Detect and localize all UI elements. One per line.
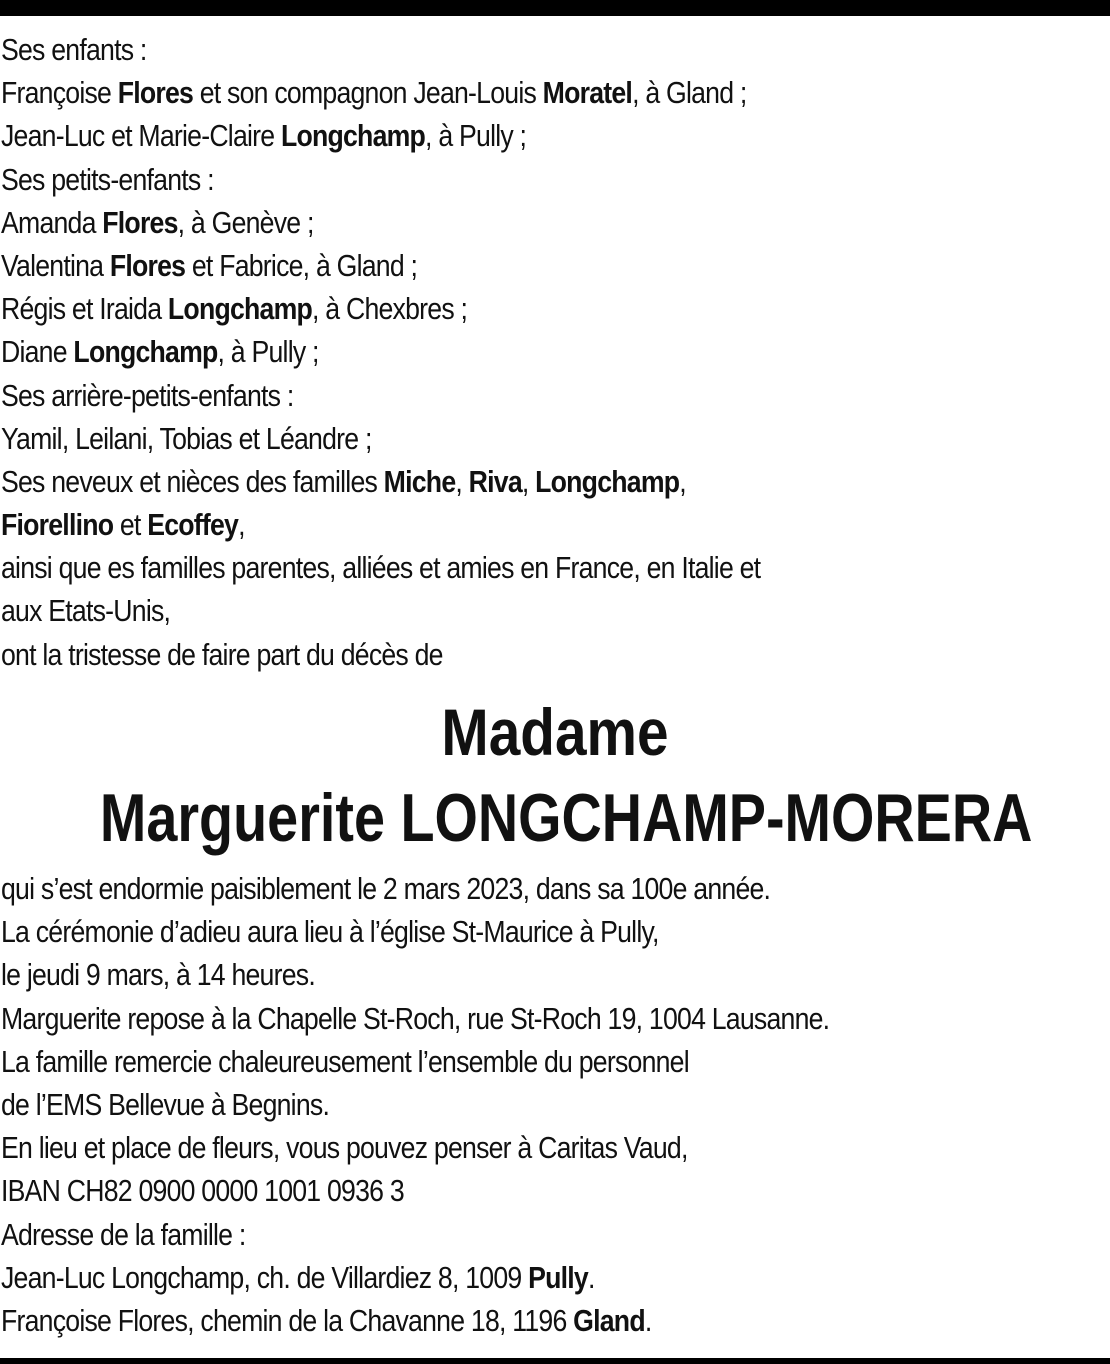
text-run: Régis et Iraida — [1, 291, 168, 327]
text-run: de l’EMS Bellevue à Begnins. — [1, 1086, 330, 1122]
text-line — [1, 633, 947, 676]
text-run: et — [113, 507, 148, 543]
bottom-border-rule — [0, 1358, 1110, 1364]
text-run: Ses petits-enfants : — [1, 161, 214, 197]
bold-name: Moratel — [542, 75, 633, 111]
deceased-name-heading: Marguerite LONGCHAMP-MORERA — [99, 780, 1033, 856]
bold-name: Longchamp — [73, 334, 218, 370]
text-run: Diane — [1, 334, 74, 370]
text-run: Françoise — [1, 75, 118, 111]
text-run: Ses arrière-petits-enfants : — [1, 377, 294, 413]
text-run: , — [238, 507, 245, 543]
text-run: Jean-Luc Longchamp, ch. de Villardiez 8, 1009 — [1, 1259, 529, 1295]
text-line — [1, 417, 947, 460]
text-line — [1, 71, 947, 114]
text-run: , à Genève ; — [177, 204, 314, 240]
text-line — [1, 503, 947, 546]
text-run: ainsi que es familles parentes, alliées et amies en France, en Italie et — [1, 550, 761, 586]
text-line — [1, 1256, 947, 1299]
text-line — [1, 460, 947, 503]
text-line — [1, 1169, 947, 1212]
text-run: En lieu et place de fleurs, vous pouvez penser à Caritas Vaud, — [1, 1130, 688, 1166]
text-run: . — [644, 1302, 652, 1338]
honorific-heading: Madame — [441, 695, 669, 769]
text-run: . — [587, 1259, 595, 1295]
text-run: Françoise Flores, chemin de la Chavanne 18, 1196 — [1, 1302, 574, 1338]
text-run: Valentina — [1, 247, 110, 283]
text-line — [1, 158, 947, 201]
text-line — [1, 589, 947, 632]
bold-name: Longchamp — [535, 463, 680, 499]
text-run: ont la tristesse de faire part du décès de — [1, 636, 443, 672]
text-run: Adresse de la famille : — [1, 1216, 246, 1252]
text-run: , — [521, 463, 536, 499]
text-line — [1, 28, 947, 71]
bold-name: Longchamp — [167, 291, 313, 327]
text-run: et Fabrice, à Gland ; — [185, 247, 418, 283]
top-border-rule — [0, 0, 1110, 16]
text-line — [1, 287, 947, 330]
text-line — [1, 244, 947, 287]
text-run: Ses neveux et nièces des familles — [1, 463, 384, 499]
text-run: La cérémonie d’adieu aura lieu à l’église St-Maurice à Pully, — [1, 914, 659, 950]
bold-name: Pully — [528, 1259, 588, 1295]
bold-name: Longchamp — [280, 118, 426, 154]
bold-name: Gland — [573, 1302, 645, 1338]
ceremony-details — [1, 867, 1101, 1342]
text-line — [1, 114, 947, 157]
bold-name: Miche — [383, 463, 456, 499]
text-run: Marguerite repose à la Chapelle St-Roch, rue St-Roch 19, 1004 Lausanne. — [1, 1000, 830, 1036]
text-line — [1, 546, 947, 589]
bold-name: Flores — [117, 75, 194, 111]
text-run: , à Chexbres ; — [312, 291, 468, 327]
text-run: , — [455, 463, 469, 499]
text-line — [1, 910, 947, 953]
bold-name: Ecoffey — [147, 507, 239, 543]
bold-name: Riva — [468, 463, 522, 499]
text-run: Ses enfants : — [1, 32, 147, 67]
bold-name: Flores — [102, 204, 178, 240]
text-line — [1, 1126, 947, 1169]
bold-name: Fiorellino — [1, 507, 114, 543]
text-line — [1, 1299, 947, 1342]
text-line — [1, 1040, 947, 1083]
text-run: , à Pully ; — [217, 334, 319, 370]
text-line — [1, 953, 947, 996]
text-run: qui s’est endormie paisiblement le 2 mars 2023, dans sa 100e année. — [1, 871, 771, 906]
text-run: , — [679, 463, 686, 499]
text-run: le jeudi 9 mars, à 14 heures. — [1, 957, 315, 993]
text-line — [1, 867, 947, 910]
text-run: aux Etats-Unis, — [1, 593, 171, 629]
text-line — [1, 374, 947, 417]
text-run: IBAN CH82 0900 0000 1001 0936 3 — [1, 1173, 404, 1209]
text-run: et son compagnon Jean-Louis — [193, 75, 543, 111]
family-mourners-list — [1, 28, 1101, 676]
text-run: La famille remercie chaleureusement l’ensemble du personnel — [1, 1043, 689, 1079]
text-run: Jean-Luc et Marie-Claire — [1, 118, 281, 154]
text-line — [1, 330, 947, 373]
text-line — [1, 1083, 947, 1126]
text-run: Amanda — [1, 204, 103, 240]
text-run: , à Gland ; — [632, 75, 747, 111]
text-line — [1, 201, 947, 244]
text-line — [1, 1213, 947, 1256]
text-run: , à Pully ; — [425, 118, 527, 154]
bold-name: Flores — [109, 247, 186, 283]
text-line — [1, 997, 947, 1040]
text-run: Yamil, Leilani, Tobias et Léandre ; — [1, 420, 372, 456]
